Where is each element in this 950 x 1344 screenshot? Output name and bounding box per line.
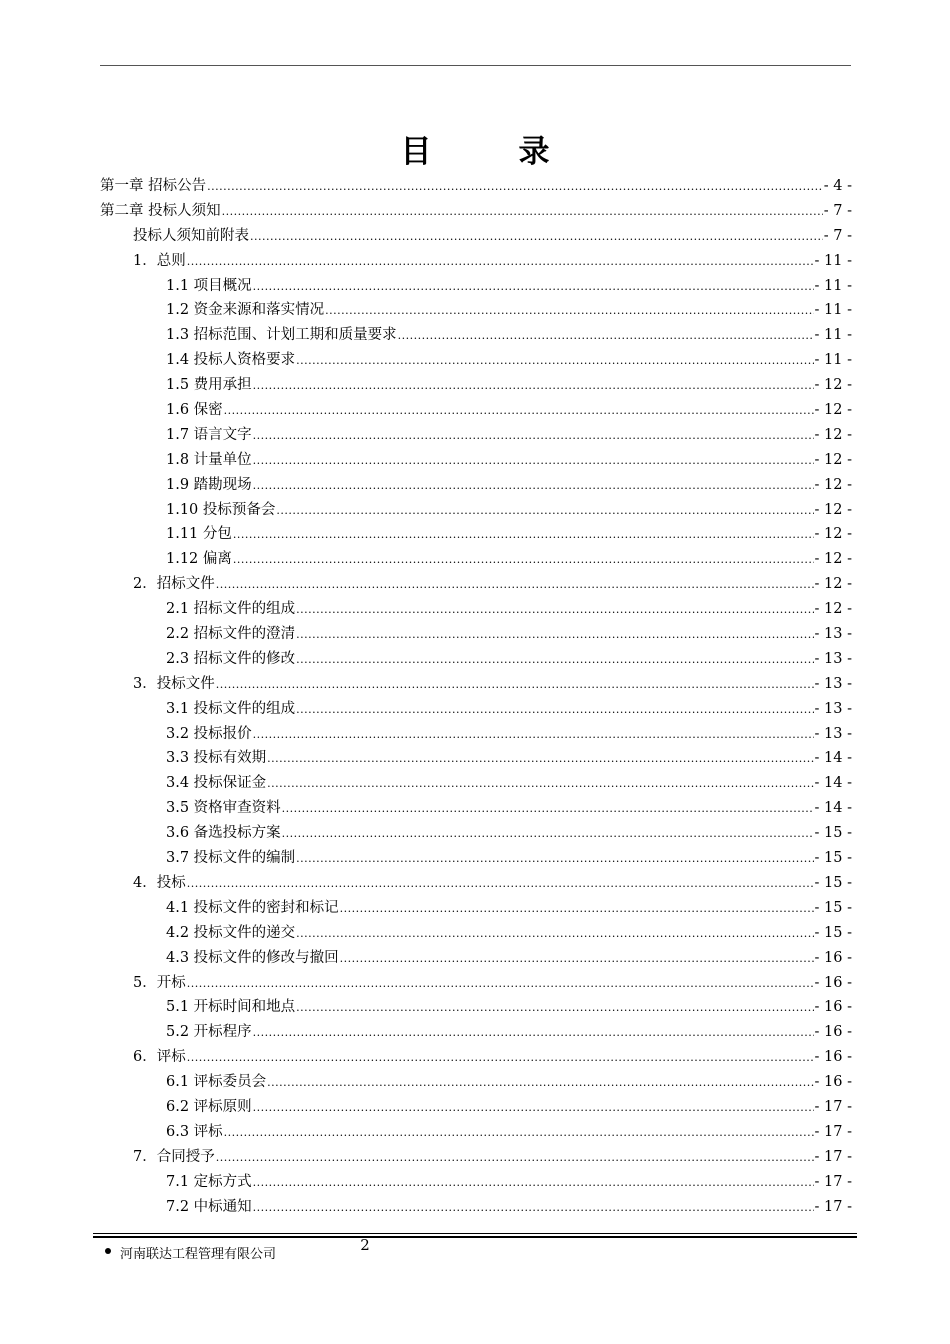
toc-entry-label: 7．合同授予 <box>133 1148 215 1165</box>
toc-leader-dots <box>253 374 814 399</box>
toc-entry[interactable] <box>100 522 852 547</box>
toc-entry-page: - 14 - <box>814 775 852 792</box>
toc-leader-dots <box>267 747 813 772</box>
toc-entry-label: 1.6 保密 <box>166 402 223 419</box>
footer-rule-thick <box>93 1236 857 1238</box>
toc-entry-label: 3．投标文件 <box>133 675 215 692</box>
toc-entry-page: - 12 - <box>814 551 852 568</box>
toc-leader-dots <box>233 548 814 573</box>
page-number: 2 <box>360 1236 370 1254</box>
toc-entry-page: - 12 - <box>814 451 852 468</box>
toc-entry[interactable] <box>100 398 852 423</box>
toc-entry-page: - 11 - <box>814 352 852 369</box>
toc-entry-page: - 13 - <box>814 650 852 667</box>
toc-entry-page: - 12 - <box>814 576 852 593</box>
toc-entry-label: 3.5 资格审查资料 <box>166 800 281 817</box>
toc-entry[interactable] <box>100 946 852 971</box>
toc-entry-page: - 7 - <box>823 202 852 219</box>
toc-entry[interactable] <box>100 722 852 747</box>
toc-entry-page: - 14 - <box>814 750 852 767</box>
toc-entry-label: 6.2 评标原则 <box>166 1098 252 1115</box>
toc-entry-page: - 16 - <box>814 1074 852 1091</box>
toc-leader-dots <box>253 723 814 748</box>
toc-entry-page: - 15 - <box>814 874 852 891</box>
toc-leader-dots <box>340 947 814 972</box>
toc-leader-dots <box>282 797 814 822</box>
toc-leader-dots <box>253 474 814 499</box>
toc-entry-label: 4．投标 <box>133 874 186 891</box>
header-rule <box>100 65 851 66</box>
toc-entry[interactable] <box>100 1120 852 1145</box>
toc-entry-label: 5．开标 <box>133 974 186 991</box>
toc-entry-page: - 11 - <box>814 277 852 294</box>
toc-entry-page: - 13 - <box>814 700 852 717</box>
toc-entry-label: 1.11 分包 <box>166 526 232 543</box>
toc-leader-dots <box>296 598 813 623</box>
toc-entry[interactable] <box>100 1095 852 1120</box>
toc-entry[interactable] <box>100 348 852 373</box>
toc-leader-dots <box>296 698 813 723</box>
toc-entry[interactable] <box>100 547 852 572</box>
toc-entry-page: - 12 - <box>814 501 852 518</box>
toc-entry-page: - 16 - <box>814 949 852 966</box>
toc-leader-dots <box>222 200 823 225</box>
toc-entry[interactable] <box>100 298 852 323</box>
toc-entry-label: 3.3 投标有效期 <box>166 750 267 767</box>
toc-entry-page: - 12 - <box>814 601 852 618</box>
toc-leader-dots <box>296 349 813 374</box>
toc-entry-label: 1．总则 <box>133 252 186 269</box>
toc-entry[interactable] <box>100 697 852 722</box>
toc-leader-dots <box>253 1021 814 1046</box>
toc-entry-page: - 7 - <box>823 227 852 244</box>
toc-entry-label: 3.2 投标报价 <box>166 725 252 742</box>
bullet-icon <box>105 1248 111 1254</box>
toc-entry-label: 6.1 评标委员会 <box>166 1074 267 1091</box>
toc-entry-page: - 12 - <box>814 377 852 394</box>
toc-leader-dots <box>398 324 814 349</box>
toc-entry[interactable] <box>100 572 852 597</box>
toc-leader-dots <box>296 922 813 947</box>
toc-entry[interactable] <box>100 323 852 348</box>
toc-entry[interactable] <box>100 1070 852 1095</box>
toc-entry-page: - 13 - <box>814 626 852 643</box>
toc-entry-label: 3.4 投标保证金 <box>166 775 267 792</box>
toc-entry-page: - 12 - <box>814 526 852 543</box>
toc-entry-label: 2．招标文件 <box>133 576 215 593</box>
toc-leader-dots <box>282 822 814 847</box>
toc-leader-dots <box>253 1096 814 1121</box>
toc-entry-label: 第二章 投标人须知 <box>100 202 221 219</box>
toc-entry-page: - 17 - <box>814 1198 852 1215</box>
toc-entry-label: 2.3 招标文件的修改 <box>166 650 296 667</box>
toc-entry-page: - 16 - <box>814 1024 852 1041</box>
toc-leader-dots <box>207 175 823 200</box>
toc-entry-label: 3.7 投标文件的编制 <box>166 850 296 867</box>
toc-leader-dots <box>325 299 813 324</box>
toc-leader-dots <box>253 424 814 449</box>
toc-leader-dots <box>267 1071 813 1096</box>
toc-entry-page: - 4 - <box>823 178 852 194</box>
toc-entry[interactable] <box>100 672 852 697</box>
toc-entry-page: - 17 - <box>814 1173 852 1190</box>
toc-entry-label: 1.2 资金来源和落实情况 <box>166 302 325 319</box>
toc-leader-dots <box>224 399 814 424</box>
toc-leader-dots <box>216 1146 814 1171</box>
toc-entry[interactable] <box>100 249 852 274</box>
toc-entry-label: 2.2 招标文件的澄清 <box>166 626 296 643</box>
toc-leader-dots <box>276 499 813 524</box>
toc-entry-page: - 15 - <box>814 825 852 842</box>
toc-leader-dots <box>187 250 814 275</box>
toc-entry[interactable] <box>100 199 852 224</box>
toc-entry[interactable] <box>100 622 852 647</box>
toc-entry[interactable] <box>100 373 852 398</box>
toc-leader-dots <box>296 996 813 1021</box>
toc-entry[interactable] <box>100 224 852 249</box>
toc-entry-page: - 17 - <box>814 1148 852 1165</box>
company-name: 河南联达工程管理有限公司 <box>120 1247 277 1262</box>
toc-entry[interactable] <box>100 896 852 921</box>
toc-entry[interactable] <box>100 921 852 946</box>
toc-entry-label: 1.12 偏离 <box>166 551 232 568</box>
toc-entry-page: - 13 - <box>814 725 852 742</box>
toc-entry-page: - 12 - <box>814 476 852 493</box>
toc-entry-label: 6．评标 <box>133 1049 186 1066</box>
toc-entry-page: - 15 - <box>814 924 852 941</box>
toc-entry[interactable] <box>100 597 852 622</box>
toc-entry[interactable] <box>100 423 852 448</box>
toc-entry[interactable] <box>100 995 852 1020</box>
toc-entry-page: - 11 - <box>814 252 852 269</box>
table-of-contents <box>100 174 852 1219</box>
toc-entry-label: 1.5 费用承担 <box>166 377 252 394</box>
toc-entry[interactable] <box>100 871 852 896</box>
toc-entry[interactable] <box>100 1045 852 1070</box>
toc-entry[interactable] <box>100 448 852 473</box>
toc-entry-page: - 16 - <box>814 999 852 1016</box>
footer-rule <box>93 1233 857 1234</box>
toc-entry-label: 5.1 开标时间和地点 <box>166 999 296 1016</box>
toc-entry-label: 5.2 开标程序 <box>166 1024 252 1041</box>
footer-company <box>105 1245 276 1265</box>
toc-entry-page: - 14 - <box>814 800 852 817</box>
page-title: 目 录 <box>400 134 578 170</box>
toc-entry[interactable] <box>100 1020 852 1045</box>
toc-entry[interactable] <box>100 174 852 199</box>
toc-entry-label: 第一章 招标公告 <box>100 178 207 194</box>
toc-leader-dots <box>296 623 813 648</box>
toc-entry-label: 4.3 投标文件的修改与撤回 <box>166 949 339 966</box>
toc-leader-dots <box>216 673 814 698</box>
toc-entry-label: 投标人须知前附表 <box>133 227 249 244</box>
toc-entry-label: 4.1 投标文件的密封和标记 <box>166 899 339 916</box>
toc-leader-dots <box>233 523 814 548</box>
toc-entry-page: - 11 - <box>814 327 852 344</box>
toc-entry[interactable] <box>100 1170 852 1195</box>
toc-entry-label: 1.3 招标范围、计划工期和质量要求 <box>166 327 397 344</box>
toc-leader-dots <box>187 872 814 897</box>
toc-entry-label: 7.2 中标通知 <box>166 1198 252 1215</box>
toc-entry-page: - 13 - <box>814 675 852 692</box>
toc-entry-page: - 11 - <box>814 302 852 319</box>
toc-entry[interactable] <box>100 498 852 523</box>
toc-entry[interactable] <box>100 647 852 672</box>
toc-entry-label: 2.1 招标文件的组成 <box>166 601 296 618</box>
toc-entry-label: 1.1 项目概况 <box>166 277 252 294</box>
toc-entry-label: 1.8 计量单位 <box>166 451 252 468</box>
toc-leader-dots <box>253 449 814 474</box>
toc-entry-label: 1.10 投标预备会 <box>166 501 276 518</box>
toc-entry-page: - 12 - <box>814 426 852 443</box>
toc-entry-label: 3.6 备选投标方案 <box>166 825 281 842</box>
toc-entry-page: - 16 - <box>814 974 852 991</box>
toc-leader-dots <box>250 225 823 250</box>
toc-entry[interactable] <box>100 1195 852 1220</box>
toc-leader-dots <box>340 897 814 922</box>
toc-entry-page: - 12 - <box>814 402 852 419</box>
toc-leader-dots <box>267 772 813 797</box>
toc-leader-dots <box>296 648 813 673</box>
toc-entry-label: 6.3 评标 <box>166 1123 223 1140</box>
toc-entry-label: 1.4 投标人资格要求 <box>166 352 296 369</box>
toc-entry[interactable] <box>100 274 852 299</box>
toc-leader-dots <box>253 1196 814 1221</box>
toc-entry-label: 7.1 定标方式 <box>166 1173 252 1190</box>
toc-entry[interactable] <box>100 971 852 996</box>
toc-leader-dots <box>253 275 814 300</box>
toc-entry[interactable] <box>100 473 852 498</box>
toc-entry[interactable] <box>100 771 852 796</box>
toc-entry[interactable] <box>100 846 852 871</box>
toc-entry-page: - 17 - <box>814 1098 852 1115</box>
toc-entry[interactable] <box>100 796 852 821</box>
toc-leader-dots <box>296 847 813 872</box>
toc-entry-page: - 17 - <box>814 1123 852 1140</box>
toc-leader-dots <box>187 972 814 997</box>
toc-leader-dots <box>216 573 814 598</box>
toc-entry-label: 1.9 踏勘现场 <box>166 476 252 493</box>
toc-entry-label: 4.2 投标文件的递交 <box>166 924 296 941</box>
toc-entry-page: - 15 - <box>814 899 852 916</box>
toc-leader-dots <box>224 1121 814 1146</box>
toc-entry-page: - 15 - <box>814 850 852 867</box>
toc-entry-page: - 16 - <box>814 1049 852 1066</box>
toc-entry-label: 1.7 语言文字 <box>166 426 252 443</box>
toc-entry[interactable] <box>100 746 852 771</box>
toc-leader-dots <box>253 1171 814 1196</box>
toc-entry[interactable] <box>100 821 852 846</box>
toc-entry[interactable] <box>100 1145 852 1170</box>
toc-leader-dots <box>187 1046 814 1071</box>
toc-entry-label: 3.1 投标文件的组成 <box>166 700 296 717</box>
